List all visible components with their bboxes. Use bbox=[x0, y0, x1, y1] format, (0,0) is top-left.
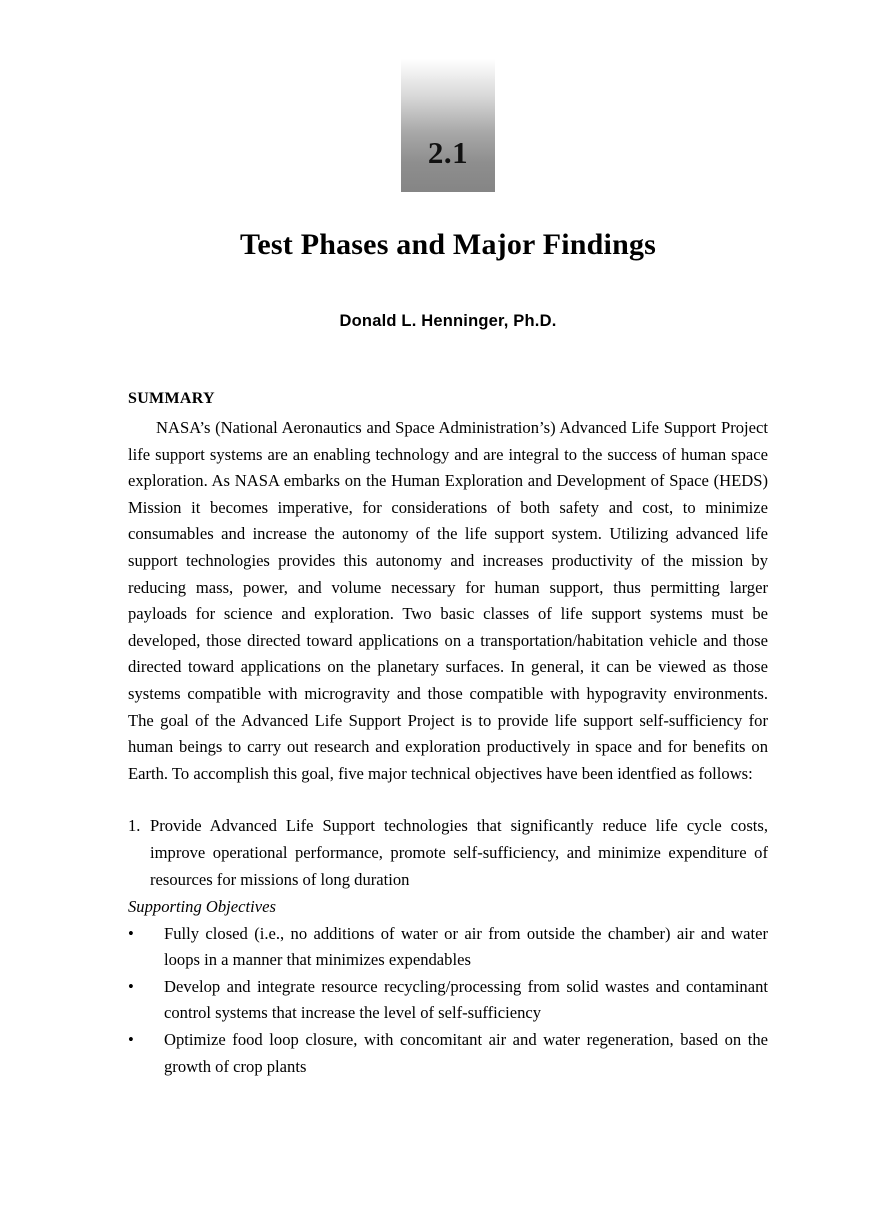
bullet-icon: • bbox=[128, 976, 134, 996]
list-item-text: Develop and integrate resource recycling/processing from solid wastes and contaminant control systems that increase the level of self-sufficiency bbox=[164, 976, 768, 1023]
bullet-icon: • bbox=[128, 923, 134, 943]
author-name: Donald L. Henninger, Ph.D. bbox=[339, 312, 557, 330]
list-item bbox=[128, 921, 768, 974]
chapter-number: 2.1 bbox=[427, 135, 469, 170]
bullet-icon: • bbox=[128, 1030, 134, 1050]
page-title: Test Phases and Major Findings bbox=[239, 228, 657, 261]
summary-paragraph: NASA’s (National Aeronautics and Space Administration’s) Advanced Life Support Project life support systems are an enabling technology and are integral to the success of human space exploration. As NASA embarks on the Human Exploration and Development of Space (HEDS) Mission it becomes imperative, for considerations of both safety and cost, to minimize consumables and increase the autonomy of the life support system. Utilizing advanced life support technologies provides this autonomy and increases productivity of the mission by reducing mass, power, and volume necessary for human support, thus permitting larger payloads for science and exploration. Two basic classes of life support systems must be developed, those directed toward applications on a transportation/habitation vehicle and those directed toward applications on the planetary surfaces. In general, it can be viewed as those systems compatible with microgravity and those compatible with hypogravity environments. The goal of the Advanced Life Support Project is to provide life support self-sufficiency for human beings to carry out research and exploration productively in space and for benefits on Earth. To accomplish this goal, five major technical objectives have been identfied as follows: bbox=[128, 418, 768, 783]
list-item-text: Provide Advanced Life Support technologies that significantly reduce life cycle costs, improve operational performance, promote self-sufficiency, and minimize expenditure of resources for missions of long duration bbox=[150, 816, 768, 889]
list-item-text: Optimize food loop closure, with concomitant air and water regeneration, based on the growth of crop plants bbox=[164, 1030, 768, 1076]
summary-heading: SUMMARY bbox=[128, 390, 215, 407]
list-item bbox=[128, 974, 768, 1027]
chapter-number-badge bbox=[401, 59, 495, 192]
supporting-objectives-heading: Supporting Objectives bbox=[128, 897, 276, 917]
supporting-objectives-list bbox=[128, 921, 768, 1081]
list-item bbox=[128, 1027, 768, 1080]
list-item-marker: 1. bbox=[128, 816, 141, 836]
objectives-list bbox=[128, 787, 768, 893]
list-item-text: Fully closed (i.e., no additions of water or air from outside the chamber) air and water loops in a manner that minimizes expendables bbox=[164, 923, 768, 970]
list-item bbox=[128, 787, 768, 893]
